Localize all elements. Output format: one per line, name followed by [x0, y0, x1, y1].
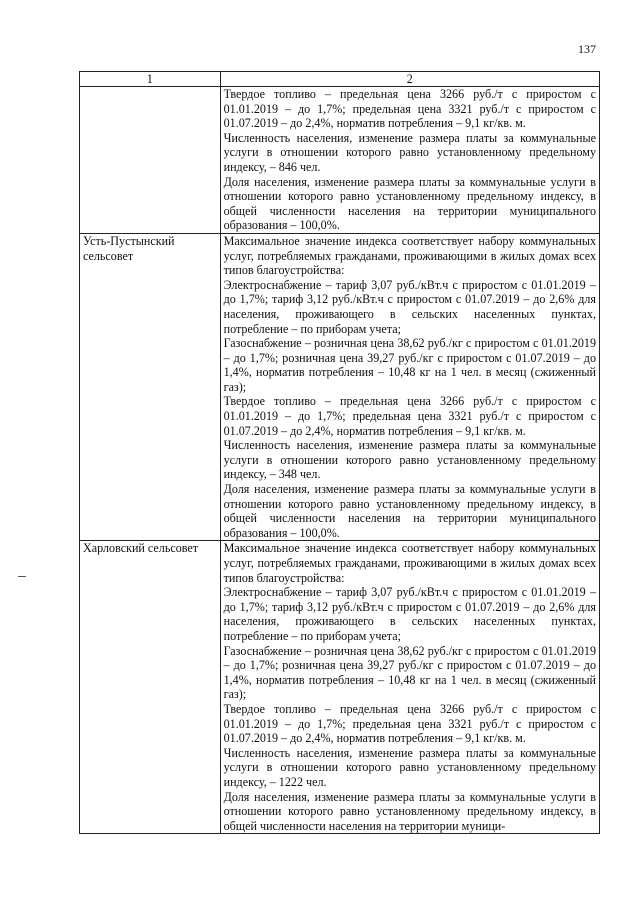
table-row — [80, 233, 600, 540]
indicators-cell — [220, 233, 599, 540]
indicator-paragraph: Численность населения, изменение размера платы за коммунальные услуги в отношении которого равно установленному предельному индексу, – 1222 чел. — [223, 745, 596, 789]
municipality-cell — [80, 87, 221, 234]
indicator-paragraph: Газоснабжение – розничная цена 38,62 руб./кг с приростом с 01.01.2019 – до 1,7%; розничная цена 39,27 руб./кг с приростом с 01.07.2019 – до 1,4%, норматив потребления – 10,48 кг на 1 чел. в месяц (сжиженный газ); — [223, 336, 596, 394]
indicator-paragraph: Твердое топливо – предельная цена 3266 руб./т с приростом с 01.01.2019 – до 1,7%; предельная цена 3321 руб./т с приростом с 01.07.2019 – до 2,4%, норматив потребления – 9,1 кг/кв. м. — [223, 87, 596, 131]
page-number: 137 — [578, 42, 596, 56]
table-row — [80, 541, 600, 834]
indicator-paragraph: Электроснабжение – тариф 3,07 руб./кВт.ч с приростом с 01.01.2019 – до 1,7%; тариф 3,12 руб./кВт.ч с приростом с 01.07.2019 – до 2,6% для населения, проживающего в сельских населенных пунктах, потребление – по приборам учета; — [223, 585, 596, 643]
table-body — [80, 87, 600, 834]
indicator-paragraph: Численность населения, изменение размера платы за коммунальные услуги в отношении которого равно установленному предельному индексу, – 348 чел. — [223, 438, 596, 482]
municipality-cell: Харловский сельсовет — [80, 541, 221, 834]
table-row — [80, 87, 600, 234]
indicator-paragraph: Доля населения, изменение размера платы за коммунальные услуги в отношении которого равно установленному предельному индексу, в общей численности населения на территории муниципального образования – 100,0%. — [223, 482, 596, 540]
table-header-row — [80, 72, 600, 87]
indicator-paragraph: Доля населения, изменение размера платы за коммунальные услуги в отношении которого равно установленному предельному индексу, в общей численности населения на территории муниципального образования – 100,0%. — [223, 174, 596, 233]
indices-table — [79, 71, 600, 834]
indicator-paragraph: Максимальное значение индекса соответствует набору коммунальных услуг, потребляемых гражданами, проживающими в жилых домах всех типов благоустройства: — [223, 541, 596, 585]
scan-mark — [18, 576, 26, 577]
municipality-cell: Усть-Пустынский сельсовет — [80, 233, 221, 540]
indicator-paragraph: Доля населения, изменение размера платы за коммунальные услуги в отношении которого равно установленному предельному индексу, в общей численности населения на территории муници- — [223, 789, 596, 833]
indicator-paragraph: Максимальное значение индекса соответствует набору коммунальных услуг, потребляемых гражданами, проживающими в жилых домах всех типов благоустройства: — [223, 233, 596, 278]
indicator-paragraph: Электроснабжение – тариф 3,07 руб./кВт.ч с приростом с 01.01.2019 – до 1,7%; тариф 3,12 руб./кВт.ч с приростом с 01.07.2019 – до 2,6% для населения, проживающего в сельских населенных пунктах, потребление – по приборам учета; — [223, 277, 596, 336]
indicator-paragraph: Твердое топливо – предельная цена 3266 руб./т с приростом с 01.01.2019 – до 1,7%; предельная цена 3321 руб./т с приростом с 01.07.2019 – до 2,4%, норматив потребления – 9,1 кг/кв. м. — [223, 394, 596, 438]
indicator-paragraph: Газоснабжение – розничная цена 38,62 руб./кг с приростом с 01.01.2019 – до 1,7%; розничная цена 39,27 руб./кг с приростом с 01.07.2019 – до 1,4%, норматив потребления – 10,48 кг на 1 чел. в месяц (сжиженный газ); — [223, 643, 596, 702]
column-header-1: 1 — [80, 72, 221, 87]
column-header-2: 2 — [220, 72, 599, 87]
indicators-cell — [220, 87, 599, 234]
indicators-cell — [220, 541, 599, 834]
indicator-paragraph: Численность населения, изменение размера платы за коммунальные услуги в отношении которого равно установленному предельному индексу, – 846 чел. — [223, 130, 596, 174]
indicator-paragraph: Твердое топливо – предельная цена 3266 руб./т с приростом с 01.01.2019 – до 1,7%; предельная цена 3321 руб./т с приростом с 01.07.2019 – до 2,4%, норматив потребления – 9,1 кг/кв. м. — [223, 701, 596, 746]
